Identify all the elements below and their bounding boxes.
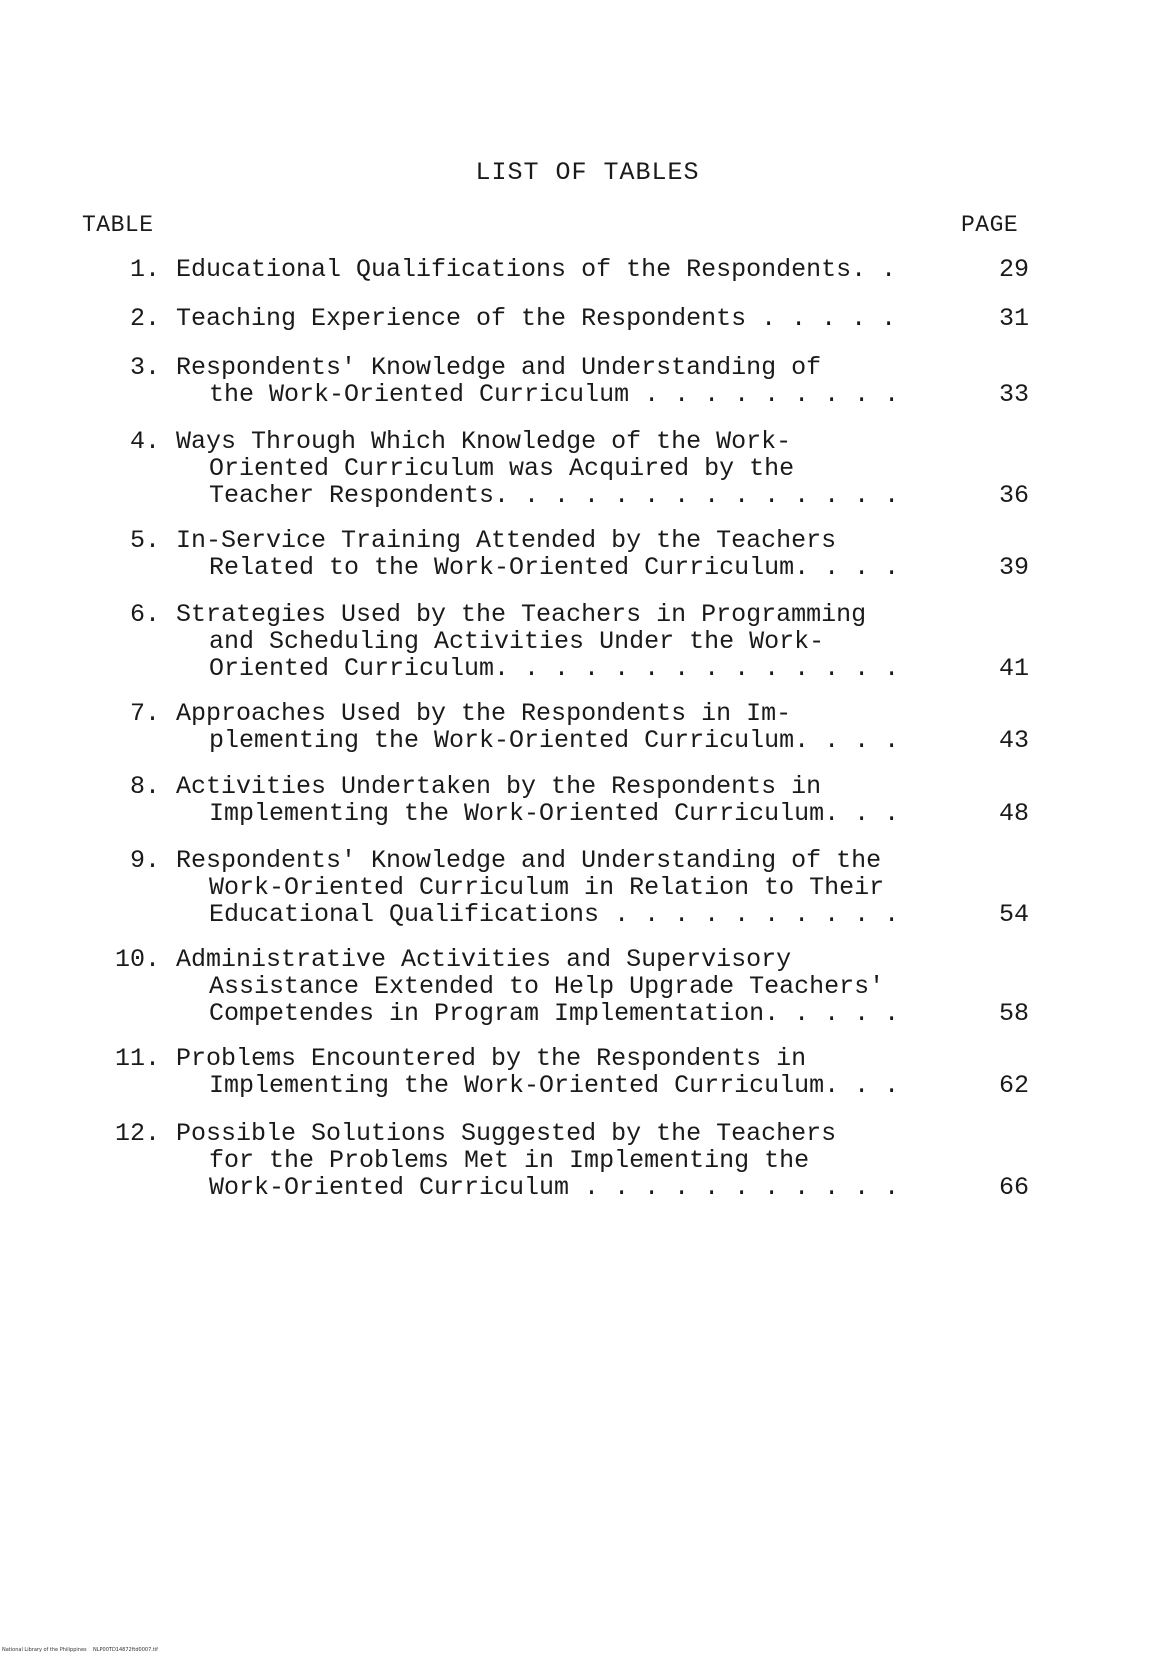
entry-page-number: 29 [998, 255, 1029, 284]
entry-title-line: Ways Through Which Knowledge of the Work- [176, 427, 792, 456]
entry-title-line: In-Service Training Attended by the Teachers [176, 526, 837, 555]
footer-source [2, 1647, 158, 1653]
entry-title-line: Oriented Curriculum was Acquired by the [209, 454, 795, 483]
entry-title-line: Problems Encountered by the Respondents in [176, 1044, 807, 1073]
entry-number: 8. [129, 772, 160, 801]
entry-title-line: Possible Solutions Suggested by the Teachers [176, 1119, 837, 1148]
table-column-header: TABLE [82, 212, 154, 238]
entry-title-line: plementing the Work-Oriented Curriculum. . . . [209, 726, 900, 755]
entry-title-line: and Scheduling Activities Under the Work- [209, 627, 825, 656]
entry-title [176, 773, 956, 827]
entry-title [176, 847, 956, 928]
entry-number: 4. [129, 427, 160, 456]
entry-title-line: Oriented Curriculum. . . . . . . . . . . . . . [209, 654, 900, 683]
entry-title [176, 527, 956, 581]
entry-title-line: Related to the Work-Oriented Curriculum. . . . [209, 553, 900, 582]
entry-page-number: 54 [998, 900, 1029, 929]
entry-title-line: Teacher Respondents. . . . . . . . . . . . . . [209, 481, 900, 510]
entry-title-line: Work-Oriented Curriculum . . . . . . . . . . . [209, 1173, 900, 1202]
entry-title [176, 354, 956, 408]
entry-title-line: Strategies Used by the Teachers in Programming [176, 600, 867, 629]
entry-number: 9. [129, 846, 160, 875]
entry-title-line: Respondents' Knowledge and Understanding of [176, 353, 822, 382]
entry-page-number: 31 [998, 304, 1029, 333]
entry-number: 2. [129, 304, 160, 333]
entry-number: 11. [114, 1044, 160, 1073]
page-column-header: PAGE [961, 212, 1019, 238]
entry-title-line: Educational Qualifications of the Respondents. . [176, 255, 897, 284]
entry-title [176, 1120, 956, 1201]
entry-number: 7. [129, 699, 160, 728]
entry-title-line: Teaching Experience of the Respondents . . . . . [176, 304, 897, 333]
entry-title-line: Competendes in Program Implementation. . . . . [209, 999, 900, 1028]
entry-title [176, 256, 956, 283]
entry-number: 3. [129, 353, 160, 382]
entry-title-line: Implementing the Work-Oriented Curriculum. . . [209, 799, 900, 828]
entry-page-number: 48 [998, 799, 1029, 828]
footer-file: NLP00TD14872ftd0007.tif [93, 1647, 158, 1653]
entry-page-number: 43 [998, 726, 1029, 755]
entry-title-line: Approaches Used by the Respondents in Im- [176, 699, 792, 728]
entry-title [176, 428, 956, 509]
entry-title-line: Assistance Extended to Help Upgrade Teachers' [209, 972, 885, 1001]
entry-title-line: Activities Undertaken by the Respondents in [176, 772, 822, 801]
entry-page-number: 41 [998, 654, 1029, 683]
entry-title-line: Administrative Activities and Supervisory [176, 945, 792, 974]
entry-title-line: Respondents' Knowledge and Understanding of the [176, 846, 882, 875]
entry-title [176, 1045, 956, 1099]
entry-number: 1. [129, 255, 160, 284]
entry-title-line: for the Problems Met in Implementing the [209, 1146, 810, 1175]
entry-number: 10. [114, 945, 160, 974]
entry-title-line: Work-Oriented Curriculum in Relation to Their [209, 873, 885, 902]
entry-page-number: 66 [998, 1173, 1029, 1202]
entry-title [176, 946, 956, 1027]
entry-title-line: the Work-Oriented Curriculum . . . . . . . . . [209, 380, 900, 409]
footer-library: National Library of the Philippines [2, 1647, 87, 1653]
page-title: LIST OF TABLES [475, 158, 700, 187]
entry-number: 5. [129, 526, 160, 555]
entry-title-line: Implementing the Work-Oriented Curriculum. . . [209, 1071, 900, 1100]
entry-page-number: 36 [998, 481, 1029, 510]
entry-number: 6. [129, 600, 160, 629]
entry-title [176, 700, 956, 754]
entry-page-number: 33 [998, 380, 1029, 409]
entry-title [176, 305, 956, 332]
entry-title [176, 601, 956, 682]
entry-page-number: 62 [998, 1071, 1029, 1100]
entry-page-number: 58 [998, 999, 1029, 1028]
entry-number: 12. [114, 1119, 160, 1148]
entry-page-number: 39 [998, 553, 1029, 582]
entry-title-line: Educational Qualifications . . . . . . . . . . [209, 900, 900, 929]
